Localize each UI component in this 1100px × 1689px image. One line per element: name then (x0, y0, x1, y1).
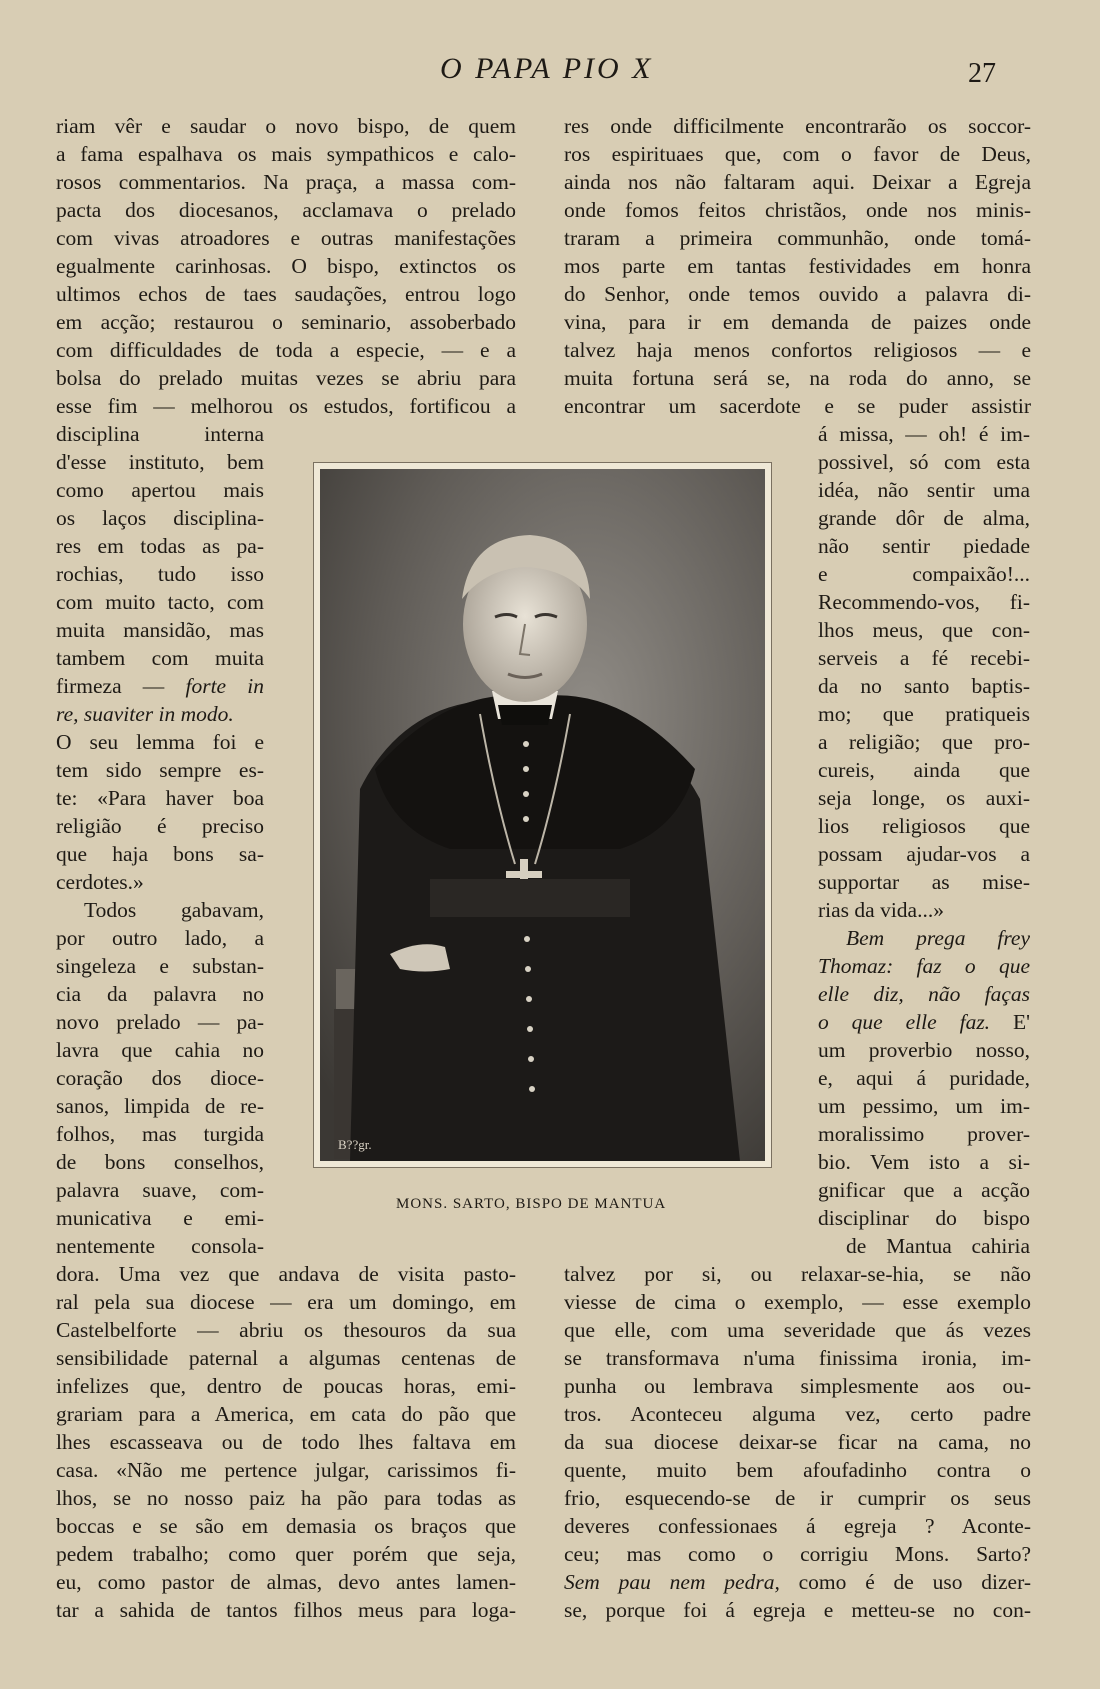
text-line: da sua diocese deixar-se ficar na cama, no (564, 1430, 1031, 1454)
running-header (0, 52, 1100, 92)
text-line: cureis, ainda que (818, 758, 1030, 782)
text-line: disciplina interna (56, 422, 264, 446)
text-line: se transformava n'uma finissima ironia, im- (564, 1346, 1031, 1370)
text-line: gnificar que a acção (818, 1178, 1030, 1202)
text-line: Castelbelforte — abriu os thesouros da sua (56, 1318, 516, 1342)
text-line: religião é preciso (56, 814, 264, 838)
bishop-portrait-illustration (320, 469, 765, 1161)
page-number: 27 (968, 58, 996, 89)
text-line: tambem com muita (56, 646, 264, 670)
text-line: folhos, mas turgida (56, 1122, 264, 1146)
text-line: com difficuldades de toda a especie, — e a (56, 338, 516, 362)
text-line: O seu lemma foi e (56, 730, 264, 754)
text-line: viesse de cima o exemplo, — esse exemplo (564, 1290, 1031, 1314)
text-line: traram a primeira communhão, onde tomá- (564, 226, 1031, 250)
latin-phrase: forte in (185, 674, 264, 698)
engraver-signature: B??gr. (338, 1137, 372, 1152)
text-line: de Mantua cahiria (846, 1234, 1030, 1258)
text-line: ral pela sua diocese — era um domingo, em (56, 1290, 516, 1314)
italic-line: Thomaz: faz o que (818, 954, 1030, 978)
text-line: talvez haja menos confortos religiosos — e (564, 338, 1031, 362)
text-line: punha ou lembrava simplesmente aos ou- (564, 1374, 1031, 1398)
text-line: onde fomos feitos christãos, onde nos minis- (564, 198, 1031, 222)
text-line: do Senhor, onde temos ouvido a palavra di- (564, 282, 1031, 306)
text-line: um pessimo, um im- (818, 1094, 1030, 1118)
text-line: cerdotes.» (56, 870, 144, 894)
italic-line: Bem prega frey (846, 926, 1030, 950)
text-line: que elle, com uma severidade que ás vezes (564, 1318, 1031, 1342)
text-line: egualmente carinhosas. O bispo, extinctos os (56, 254, 516, 278)
text-line: pacta dos diocesanos, acclamava o prelado (56, 198, 516, 222)
text-fragment: como é de uso dizer- (779, 1570, 1031, 1594)
text-line: dora. Uma vez que andava de visita pasto- (56, 1262, 516, 1286)
text-line: muita fortuna será se, na roda do anno, se (564, 366, 1031, 390)
text-line: moralissimo prover- (818, 1122, 1030, 1146)
text-line: lios religiosos que (818, 814, 1030, 838)
text-line: vina, para ir em demanda de paizes onde (564, 310, 1031, 334)
text-line: rochias, tudo isso (56, 562, 264, 586)
text-line: por outro lado, a (56, 926, 264, 950)
text-line: d'esse instituto, bem (56, 450, 264, 474)
text-line: serveis a fé recebi- (818, 646, 1030, 670)
text-line: grariam para a America, em cata do pão que (56, 1402, 516, 1426)
text-line: á missa, — oh! é im- (818, 422, 1030, 446)
text-line: tem sido sempre es- (56, 758, 264, 782)
text-line: não sentir piedade (818, 534, 1030, 558)
text-line: singeleza e substan- (56, 954, 264, 978)
text-line: lavra que cahia no (56, 1038, 264, 1062)
text-line: um proverbio nosso, (818, 1038, 1030, 1062)
text-line: os laços disciplina- (56, 506, 264, 530)
text-line: mos parte em tantas festividades em honra (564, 254, 1031, 278)
italic-fragment: Sem pau nem pedra, (564, 1570, 780, 1594)
text-line: lhos meus, que con- (818, 618, 1030, 642)
text-line: sanos, limpida de re- (56, 1094, 264, 1118)
text-line: frio, esquecendo-se de ir cumprir os seus (564, 1486, 1031, 1510)
text-line: ceu; mas como o corrigiu Mons. Sarto? (564, 1542, 1031, 1566)
text-line: ultimos echos de taes saudações, entrou logo (56, 282, 516, 306)
text-line: casa. «Não me pertence julgar, carissimos fi- (56, 1458, 516, 1482)
text-line (564, 1568, 1031, 1596)
text-line: possivel, só com esta (818, 450, 1030, 474)
text-line (818, 1008, 1030, 1036)
text-line: Recommendo-vos, fi- (818, 590, 1030, 614)
text-line: boccas e se são em demasia os braços que (56, 1514, 516, 1538)
text-line: res em todas as pa- (56, 534, 264, 558)
text-line: com muito tacto, com (56, 590, 264, 614)
text-line: talvez por si, ou relaxar-se-hia, se não (564, 1262, 1031, 1286)
text-line: supportar as mise- (818, 870, 1030, 894)
text-line: palavra suave, com- (56, 1178, 264, 1202)
text-line: res onde difficilmente encontrarão os soccor- (564, 114, 1031, 138)
text-line: a religião; que pro- (818, 730, 1030, 754)
italic-fragment: o que elle faz. (818, 1010, 991, 1034)
text-line: e, aqui á puridade, (818, 1066, 1030, 1090)
text-line: da no santo baptis- (818, 674, 1030, 698)
text-line: rosos commentarios. Na praça, a massa com- (56, 170, 516, 194)
text-line: riam vêr e saudar o novo bispo, de quem (56, 114, 516, 138)
text-line: ros espirituaes que, com o favor de Deus, (564, 142, 1031, 166)
text-line: deveres confessionaes á egreja ? Aconte- (564, 1514, 1031, 1538)
text-line: disciplinar do bispo (818, 1206, 1030, 1230)
text-line: quente, muito bem afoufadinho contra o (564, 1458, 1031, 1482)
text-fragment: E' (990, 1010, 1030, 1034)
text-line: de bons conselhos, (56, 1150, 264, 1174)
italic-line: elle diz, não faças (818, 982, 1030, 1006)
text-line: muita mansidão, mas (56, 618, 264, 642)
text-line: bolsa do prelado muitas vezes se abriu para (56, 366, 516, 390)
text-line: municativa e emi- (56, 1206, 264, 1230)
text-line: seja longe, os auxi- (818, 786, 1030, 810)
text-line: que haja bons sa- (56, 842, 264, 866)
text-line: bio. Vem isto a si- (818, 1150, 1030, 1174)
text-line: com vivas atroadores e outras manifestações (56, 226, 516, 250)
text-fragment: firmeza — (56, 674, 186, 698)
text-line: tar a sahida de tantos filhos meus para loga- (56, 1598, 516, 1622)
text-line: encontrar um sacerdote e se puder assistir (564, 394, 1031, 418)
latin-phrase-line: re, suaviter in modo. (56, 702, 234, 726)
text-line: como apertou mais (56, 478, 264, 502)
text-line: e compaixão!... (818, 562, 1030, 586)
text-line (56, 672, 264, 700)
paragraph-start-line: Todos gabavam, (84, 898, 264, 922)
text-line: pedem trabalho; como quer porém que seja, (56, 1542, 516, 1566)
text-line: mo; que pratiqueis (818, 702, 1030, 726)
text-line: idéa, não sentir uma (818, 478, 1030, 502)
text-line: nentemente consola- (56, 1234, 264, 1258)
figure-caption: MONS. SARTO, BISPO DE MANTUA (396, 1196, 667, 1212)
text-line: esse fim — melhorou os estudos, fortificou a (56, 394, 516, 418)
text-line: lhes escasseava ou de todo lhes faltava em (56, 1430, 516, 1454)
text-line: coração dos dioce- (56, 1066, 264, 1090)
text-line: lhos, se no nosso paiz ha pão para todas as (56, 1486, 516, 1510)
text-line: a fama espalhava os mais sympathicos e calo- (56, 142, 516, 166)
text-line: se, porque foi á egreja e metteu-se no con- (564, 1598, 1031, 1622)
text-line: sensibilidade paternal a algumas centenas de (56, 1346, 516, 1370)
text-line: tros. Aconteceu alguma vez, certo padre (564, 1402, 1031, 1426)
text-line: rias da vida...» (818, 898, 944, 922)
running-title: O PAPA PIO X (440, 52, 654, 85)
text-line: ainda nos não faltaram aqui. Deixar a Egreja (564, 170, 1031, 194)
text-line: cia da palavra no (56, 982, 264, 1006)
text-line: eu, como pastor de almas, devo antes lamen- (56, 1570, 516, 1594)
text-line: te: «Para haver boa (56, 786, 264, 810)
text-line: em acção; restaurou o seminario, assoberbado (56, 310, 516, 334)
text-line: grande dôr de alma, (818, 506, 1030, 530)
text-line: infelizes que, dentro de poucas horas, emi- (56, 1374, 516, 1398)
text-line: novo prelado — pa- (56, 1010, 264, 1034)
text-line: possam ajudar-vos a (818, 842, 1030, 866)
portrait-photo (313, 462, 772, 1168)
